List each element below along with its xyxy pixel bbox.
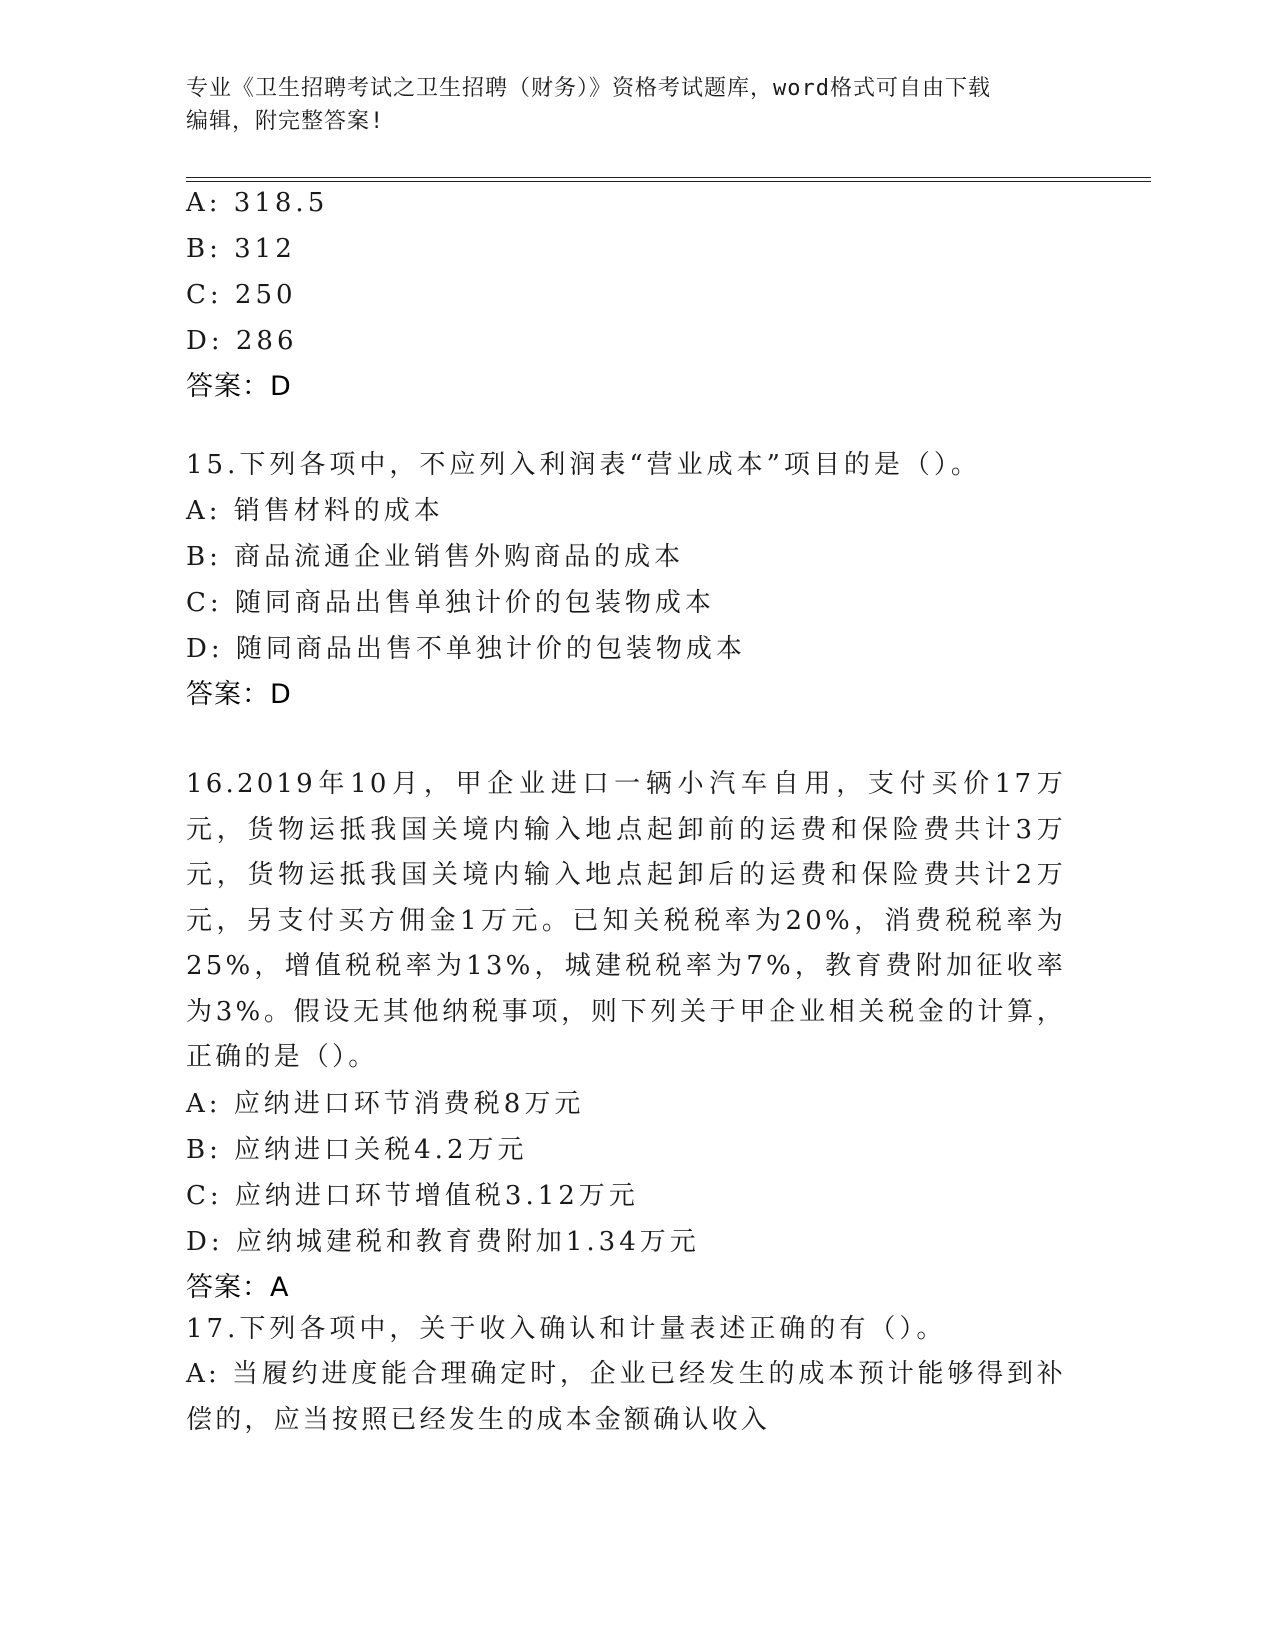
option-d: D: 286 [186,326,298,356]
question-text: 17.下列各项中，关于收入确认和计量表述正确的有（）。 [186,1314,947,1344]
answer-line: 答案：D [186,679,292,710]
option-c: C: 应纳进口环节增值税3.12万元 [186,1180,639,1211]
option-a: A: 应纳进口环节消费税8万元 [186,1088,585,1119]
question-text: 16.2019年10月，甲企业进口一辆小汽车自用，支付买价17万元，货物运抵我国关境内输入地点起卸前的运费和保险费共计3万元，货物运抵我国关境内输入地点起卸后的运费和保险费共计2万元，另支付买方佣金1万元。已知关税税率为20%，消费税税率为25%，增值税税率为13%，城建税税率为7%，教育费附加征收率为3%。假设无其他纳税事项，则下列关于甲企业相关税金的计算，正确的是（）。 [186,769,1066,1072]
option-b: B: 商品流通企业销售外购商品的成本 [186,542,685,572]
header-line-2: 编辑，附完整答案! [186,109,385,134]
header-line-1: 专业《卫生招聘考试之卫生招聘（财务）》资格考试题库，word格式可自由下载 [186,76,991,101]
option-a: A: 318.5 [186,188,329,218]
question-text: 15.下列各项中，不应列入利润表“营业成本”项目的是（）。 [186,450,981,480]
question-17-block [186,1306,1086,1443]
option-c: C: 随同商品出售单独计价的包装物成本 [186,588,715,618]
option-c: C: 250 [186,280,297,310]
question-14-block [186,180,1086,410]
option-b: B: 312 [186,234,296,264]
option-d: D: 应纳城建税和教育费附加1.34万元 [186,1226,700,1257]
answer-line: 答案：D [186,371,292,402]
question-16-block [186,762,1086,1311]
option-d: D: 随同商品出售不单独计价的包装物成本 [186,634,746,664]
option-a: A: 当履约进度能合理确定时，企业已经发生的成本预计能够得到补偿的，应当按照已经发生的成本金额确认收入 [186,1359,1066,1435]
option-b: B: 应纳进口关税4.2万元 [186,1134,528,1165]
answer-line: 答案：A [186,1271,290,1303]
question-15-block [186,442,1086,718]
document-header [186,72,1066,138]
option-a: A: 销售材料的成本 [186,496,444,526]
